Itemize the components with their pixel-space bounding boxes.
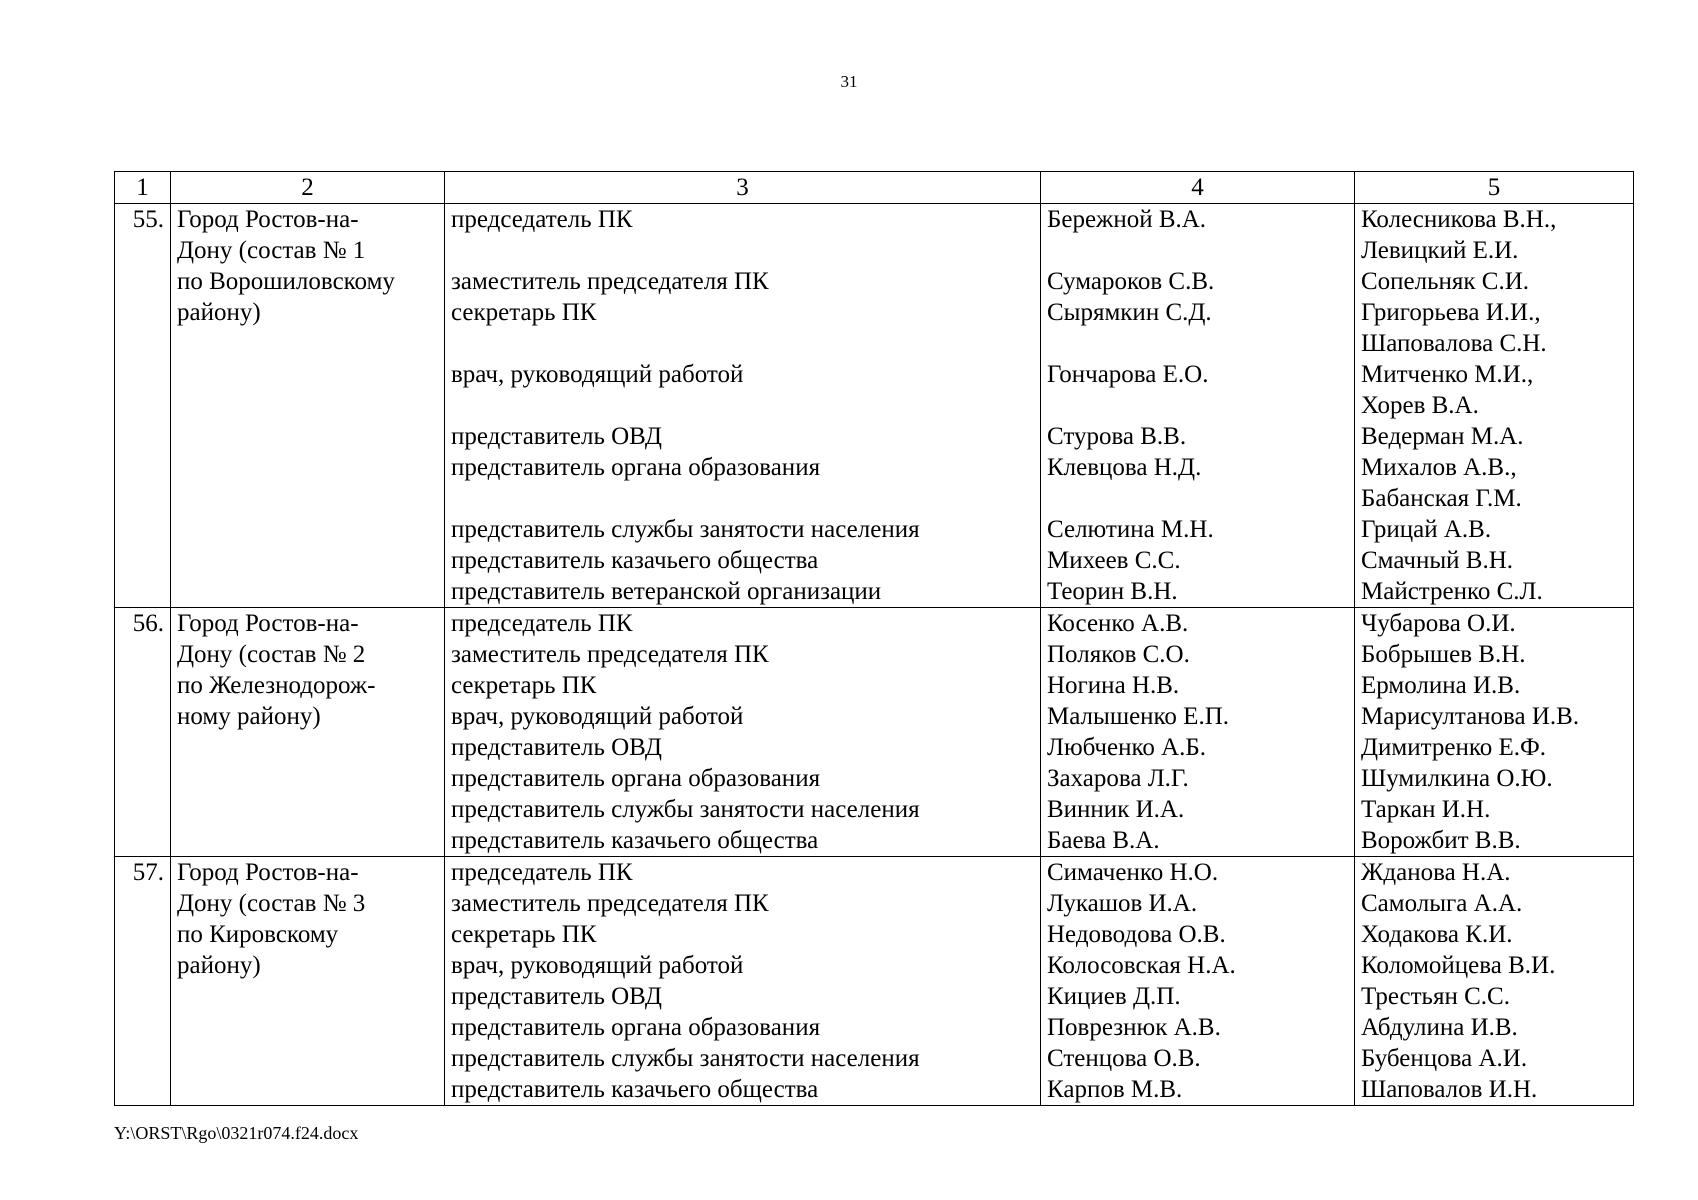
reserve-cell (1355, 857, 1634, 1106)
reserve-line: Майстренко С.Л. (1361, 578, 1543, 605)
table-body (115, 204, 1634, 1106)
member-line: Лукашов И.А. (1047, 890, 1198, 917)
reserve-line: Бобрышев В.Н. (1361, 641, 1526, 668)
table-header (115, 172, 1634, 204)
region-line (177, 794, 438, 825)
position-line: представитель казачьего общества (451, 547, 819, 574)
reserve-line: Хорев В.А. (1361, 392, 1479, 419)
region-line: по Железнодорож- (177, 672, 376, 699)
position-line (451, 328, 1034, 359)
reserve-line: Димитренко Е.Ф. (1361, 734, 1546, 761)
reserve-line: Коломойцева В.И. (1361, 952, 1556, 979)
members-cell (1041, 204, 1355, 608)
reserve-line: Шумилкина О.Ю. (1361, 765, 1553, 792)
reserve-line: Бубенцова А.И. (1361, 1045, 1528, 1072)
reserve-line: Смачный В.Н. (1361, 547, 1514, 574)
position-line: секретарь ПК (451, 921, 597, 948)
position-line: представитель ветеранской организации (451, 578, 882, 605)
position-line: заместитель председателя ПК (451, 641, 769, 668)
positions-cell (445, 857, 1041, 1106)
reserve-line: Абдулина И.В. (1361, 1014, 1518, 1041)
reserve-line: Трестьян С.С. (1361, 983, 1510, 1010)
region-line (177, 732, 438, 763)
member-line (1047, 235, 1348, 266)
region-line (177, 452, 438, 483)
member-line: Поляков С.О. (1047, 641, 1190, 668)
position-line: врач, руководящий работой (451, 952, 744, 979)
header-row (115, 172, 1634, 204)
position-line: врач, руководящий работой (451, 703, 744, 730)
position-line (451, 235, 1034, 266)
reserve-line: Жданова Н.А. (1361, 859, 1511, 886)
region-cell (171, 608, 445, 857)
position-line: представитель ОВД (451, 423, 662, 450)
header-col-1: 1 (115, 172, 171, 204)
reserve-line: Левицкий Е.И. (1361, 237, 1519, 264)
reserve-line: Ведерман М.А. (1361, 423, 1524, 450)
position-line: представитель ОВД (451, 983, 662, 1010)
position-line: заместитель председателя ПК (451, 268, 769, 295)
region-cell (171, 204, 445, 608)
position-line: представитель службы занятости населения (451, 1045, 920, 1072)
position-line: представитель органа образования (451, 765, 821, 792)
position-line: врач, руководящий работой (451, 361, 744, 388)
member-line: Сумароков С.В. (1047, 268, 1215, 295)
commission-table (114, 171, 1634, 1106)
region-line: Город Ростов-на- (177, 859, 359, 886)
reserve-line: Шаповалов И.Н. (1361, 1076, 1538, 1103)
region-cell (171, 857, 445, 1106)
member-line: Баева В.А. (1047, 827, 1160, 854)
reserve-line: Грицай А.В. (1361, 516, 1492, 543)
member-line: Кициев Д.П. (1047, 983, 1181, 1010)
member-line (1047, 483, 1348, 514)
member-line: Карпов М.В. (1047, 1076, 1183, 1103)
member-line: Ногина Н.В. (1047, 672, 1180, 699)
region-line: Город Ростов-на- (177, 206, 359, 233)
position-line: председатель ПК (451, 859, 633, 886)
row-number: 56. (115, 608, 171, 857)
region-line: Город Ростов-на- (177, 610, 359, 637)
position-line: представитель казачьего общества (451, 827, 819, 854)
member-line: Косенко А.В. (1047, 610, 1189, 637)
position-line: председатель ПК (451, 206, 633, 233)
position-line: секретарь ПК (451, 672, 597, 699)
member-line: Недоводова О.В. (1047, 921, 1226, 948)
position-line: председатель ПК (451, 610, 633, 637)
footer-file-path: Y:\ORST\Rgo\0321r074.f24.docx (114, 1123, 359, 1143)
member-line: Винник И.А. (1047, 796, 1185, 823)
region-line (177, 328, 438, 359)
region-line (177, 1074, 438, 1105)
header-col-5: 5 (1355, 172, 1634, 204)
position-line: представитель казачьего общества (451, 1076, 819, 1103)
reserve-line: Чубарова О.И. (1361, 610, 1516, 637)
reserve-line: Ходакова К.И. (1361, 921, 1513, 948)
region-line (177, 576, 438, 607)
member-line: Селютина М.Н. (1047, 516, 1214, 543)
member-line: Теорин В.Н. (1047, 578, 1178, 605)
position-line: представитель ОВД (451, 734, 662, 761)
position-line: секретарь ПК (451, 299, 597, 326)
member-line: Колосовская Н.А. (1047, 952, 1236, 979)
position-line: представитель службы занятости населения (451, 516, 920, 543)
reserve-line: Ермолина И.В. (1361, 672, 1521, 699)
region-line (177, 514, 438, 545)
member-line (1047, 390, 1348, 421)
reserve-line: Марисултанова И.В. (1361, 703, 1580, 730)
reserve-line: Григорьева И.И., (1361, 299, 1541, 326)
members-cell (1041, 608, 1355, 857)
reserve-line: Ворожбит В.В. (1361, 827, 1521, 854)
positions-cell (445, 608, 1041, 857)
region-line: району) (177, 952, 261, 979)
region-line: Дону (состав № 3 (177, 890, 366, 917)
member-line: Поврезнюк А.В. (1047, 1014, 1221, 1041)
member-line (1047, 328, 1348, 359)
region-line (177, 483, 438, 514)
members-cell (1041, 857, 1355, 1106)
reserve-line: Бабанская Г.М. (1361, 485, 1522, 512)
position-line: заместитель председателя ПК (451, 890, 769, 917)
region-line: Дону (состав № 2 (177, 641, 366, 668)
header-col-3: 3 (445, 172, 1041, 204)
region-line (177, 1012, 438, 1043)
reserve-line: Таркан И.Н. (1361, 796, 1491, 823)
region-line: Дону (состав № 1 (177, 237, 366, 264)
page-number: 31 (840, 72, 858, 91)
region-line: по Ворошиловскому (177, 268, 395, 295)
reserve-cell (1355, 204, 1634, 608)
reserve-line: Шаповалова С.Н. (1361, 330, 1547, 357)
member-line: Сырямкин С.Д. (1047, 299, 1212, 326)
reserve-line: Михалов А.В., (1361, 454, 1517, 481)
position-line: представитель органа образования (451, 454, 821, 481)
member-line: Гончарова Е.О. (1047, 361, 1209, 388)
member-line: Михеев С.С. (1047, 547, 1181, 574)
positions-cell (445, 204, 1041, 608)
table-row (115, 608, 1634, 857)
table-row (115, 857, 1634, 1106)
member-line: Стурова В.В. (1047, 423, 1187, 450)
position-line (451, 390, 1034, 421)
member-line: Малышенко Е.П. (1047, 703, 1229, 730)
region-line: району) (177, 299, 261, 326)
region-line (177, 825, 438, 856)
reserve-cell (1355, 608, 1634, 857)
reserve-line: Митченко М.И., (1361, 361, 1534, 388)
table-row (115, 204, 1634, 608)
region-line (177, 545, 438, 576)
member-line: Стенцова О.В. (1047, 1045, 1201, 1072)
region-line (177, 359, 438, 390)
region-line (177, 763, 438, 794)
row-number: 55. (115, 204, 171, 608)
reserve-line: Самолыга А.А. (1361, 890, 1523, 917)
position-line: представитель органа образования (451, 1014, 821, 1041)
header-col-2: 2 (171, 172, 445, 204)
header-col-4: 4 (1041, 172, 1355, 204)
member-line: Захарова Л.Г. (1047, 765, 1189, 792)
member-line: Симаченко Н.О. (1047, 859, 1219, 886)
position-line (451, 483, 1034, 514)
region-line (177, 981, 438, 1012)
reserve-line: Сопельняк С.И. (1361, 268, 1530, 295)
row-number: 57. (115, 857, 171, 1106)
position-line: представитель службы занятости населения (451, 796, 920, 823)
region-line (177, 421, 438, 452)
member-line: Любченко А.Б. (1047, 734, 1206, 761)
region-line (177, 1043, 438, 1074)
member-line: Бережной В.А. (1047, 206, 1207, 233)
region-line (177, 390, 438, 421)
region-line: по Кировскому (177, 921, 339, 948)
reserve-line: Колесникова В.Н., (1361, 206, 1557, 233)
member-line: Клевцова Н.Д. (1047, 454, 1202, 481)
region-line: ному району) (177, 703, 321, 730)
